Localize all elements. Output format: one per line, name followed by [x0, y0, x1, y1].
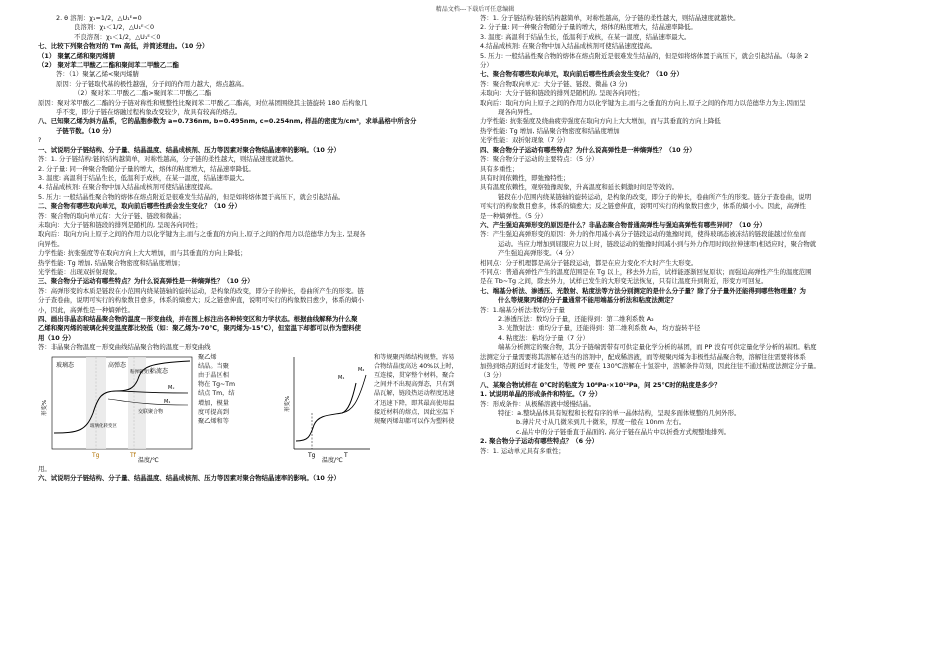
figure-row [38, 353, 468, 465]
text-line: 用。 [38, 464, 51, 473]
answer-line: 答：1. 分子链结构:链的结构越简单，对称性越高，分子链的柔性越大，则结晶速度就越快。 [480, 14, 740, 22]
page-header: 精品文档---下载后可任意编辑 [435, 6, 515, 13]
question-mark: ? [38, 136, 42, 145]
answer-line: 原因：分子链取代基的极性越强，分子间的作用力越大，熔点越高。 [56, 79, 248, 88]
figure-mark-label: M₁ [164, 398, 171, 405]
text-line: 度可提高到 [198, 408, 229, 416]
text-line: 和等规聚丙烯结构规整，容易 [374, 353, 455, 361]
question-heading: 用（10 分） [38, 333, 75, 342]
question-heading: 六、产生强迫高弹形变的原因是什么？非晶态聚合物普通高弹性与强迫高弹性有哪些异同？（10 分） [480, 220, 766, 229]
answer-line: 现各向异性。 [498, 108, 537, 117]
answer-line: 答：1. 分子链结构:链的结构越简单，对称性越高，分子链的柔性越大，则结晶速度就越快。 [38, 155, 298, 164]
question-heading: 七、端基分析法、渗透压、光散射、粘度法等方法分别测定的是什么分子量？除了分子量外还能得到哪些物理量？为 [480, 286, 806, 295]
figure-annotation: 交联聚合物 [138, 408, 164, 415]
answer-line: 具有多重性； [480, 164, 519, 173]
question-item: （1） 聚氯乙烯和聚丙烯腈 [38, 51, 115, 60]
figure-zone-label: 玻璃化转变区 [90, 423, 117, 429]
right-column [480, 14, 910, 456]
question-heading: 什么等规聚丙烯的分子量通常不能用端基分析法和粘度法测定？ [498, 296, 677, 305]
figure-ylabel: 形变% [42, 399, 48, 416]
question-heading: 七、聚合物有哪些取向单元，取向前后哪些性质会发生变化？（10 分） [480, 70, 683, 79]
answer-line: 2. 分子量: 同一种聚合物随分子量的增大，熔体的粘度增大，结晶速率降低。 [38, 164, 255, 173]
figure-mark-label: M₂ [358, 366, 365, 373]
figure-mark-label: Mₓ [168, 384, 175, 391]
answer-line: 答：形成条件：从极稀溶液中缓慢结晶。 [480, 399, 596, 408]
text-line: 结点 Tm，结 [198, 390, 235, 398]
text-line: 晶瓦解，链段热运动程度迅速 [374, 390, 455, 398]
figure-side-text [198, 353, 278, 427]
question-heading: 一、试说明分子链结构、分子量、结晶温度、结晶成核剂、压力等因素对聚合物结晶速率的影响。（10 分） [38, 145, 340, 154]
answer-line: 4. 结晶成核剂: 在聚合物中加入结晶成核剂可使结晶速度提高。 [38, 183, 217, 192]
answer-line: 相同点：分子机理都是高分子链段运动，都是在应力变化不大时产生大形变。 [480, 258, 698, 267]
text-line: 结晶。当聚 [198, 362, 229, 370]
answer-line: 乎不变，即分子链在熔融过程构象改变较少，故具有较高的熔点。 [56, 108, 242, 117]
answer-line: 2.渗透压法：数均分子量，还能得到：第二维利系数 A₂ [498, 315, 654, 323]
answer-line: 光学性能：出现双折射现象。 [38, 267, 122, 276]
answer-line: 力学性能: 抗张强度等在取向方向上大大增加，而与其垂直的方向上降低； [38, 249, 247, 258]
text-line: 物在 Tg~Tm [198, 381, 236, 389]
question-heading: 八、某聚合物试样在 0℃时的粘度为 10⁸Pa·×10¹²Pa，问 25℃时的粘度是多少？ [480, 380, 721, 389]
answer-line: 答：非晶聚合物温度－形变曲线结晶聚合物的温度－形变曲线 [38, 343, 211, 352]
figure-zone-label: 粘弹转变区 [130, 369, 153, 375]
answer-line: 特征：a.整块晶体具有短程和长程有序的单一晶体结构，呈现多面体规整的几何外形。 [498, 409, 741, 418]
answer-line: 3. 温度: 高温利于结晶生长，低温利于成核，在某一温度，结晶速率最大。 [38, 173, 249, 182]
answer-line: 加热到熔点附近时才能发生，等规 PP 要在 130℃溶解在十氢萘中，溶解条件苛刻，因此往往不通过粘度法测定分子量。 [480, 362, 820, 371]
answer-line: 答：1. 运动单元具有多重性； [480, 446, 565, 455]
answer-line: 3. 光散射法：重均分子量，还能得到：第二维利系数 A₂，均方旋转半径 [498, 324, 701, 333]
question-heading: 子链节数。（10 分） [56, 126, 116, 135]
left-column [38, 14, 468, 483]
answer-line: 未取向：大分子链和链段的排列是随机的, 呈现各向同性； [38, 220, 202, 229]
answer-line: 热学性能: Tg 增加, 结晶聚合物密度和结晶度增加 [480, 126, 620, 135]
answer-line: 不同点：普通高弹性产生的温度范围是在 Tg 以上，移去外力后，试样能逐渐回复原状；而强迫高弹性产生的温度范围 [480, 267, 812, 276]
answer-line: 答：1.端基分析法:数均分子量 [480, 305, 565, 314]
answer-line: （2）聚对苯二甲酸乙二酯>聚间苯二甲酸乙二酯 [74, 89, 212, 98]
answer-line: 法测定分子量需要将其溶解在适当的溶剂中，配成稀溶液，而等规聚丙烯为非极性结晶聚合物，溶解往往需要将体系 [480, 352, 806, 361]
figure-tick-label: Tg [92, 451, 100, 459]
figure-region-label: 高弹态 [108, 361, 127, 369]
answer-line: 是在 Tb~Tg 之间，除去外力，试样已发生的大形变无法恢复，只有让温度升到附近，形变方可回复。 [480, 277, 768, 286]
answer-line: 光学性能：双折射现象（7 分） [480, 136, 570, 145]
answer-line: 4.结晶成核剂: 在聚合物中加入结晶成核剂可使结晶速度提高。 [480, 42, 657, 51]
answer-line: 取向后：取向方向上原子之间的作用力以化学键为主,而与之垂直的方向上,原子之间的作用力以范德华力为主,因而呈 [480, 98, 806, 107]
answer-line: 3. 温度: 高温利于结晶生长，低温利于成核，在某一温度，结晶速率最大。 [480, 32, 691, 41]
sub-question: 1. 试说明单晶的形成条件和特征。（7 分） [480, 390, 602, 399]
figure-side-text [374, 353, 468, 427]
figure-ylabel: 形变% [285, 395, 291, 412]
answer-line: 答：聚合物的取向单元有：大分子链、链段和微晶； [38, 211, 185, 220]
question-heading: 二、聚合物有哪些取向单元，取向前后哪些性质会发生变化？（10 分） [38, 202, 241, 211]
answer-line: 是一种熵弹性。（5 分） [480, 211, 547, 220]
question-heading: 四、画出非晶态和结晶聚合物的温度－形变曲线，并在图上标注出各种转变区和力学状态。根据曲线解释为什么聚 [38, 315, 358, 323]
answer-line: 链段在小范围内绕某链轴的旋转运动，是构象的改变，即分子的伸长，卷曲所产生的形变。链分子查卷曲，说明 [498, 192, 812, 201]
text-line: 互连接，贯穿整个材料，聚合 [374, 372, 455, 380]
text-line: 良溶剂：χ₁＜1/2，△U₁ᴱ＜0 [74, 23, 155, 32]
text-line: 不良溶剂：χ₁＜1/2，△U₁ᴱ＜0 [74, 32, 161, 41]
answer-line: 热学性能: Tg 增加, 结晶聚合物密度和结晶度增加； [38, 258, 185, 267]
answer-line: 答：（1）聚氯乙烯<聚丙烯腈 [56, 70, 139, 79]
answer-line: c.晶片中的分子链垂直于晶面的, 高分子链在晶片中以折叠方式规整地排列。 [516, 427, 731, 436]
text-line: 才迅速下降，即其最高使用温 [374, 399, 455, 407]
text-line: 聚乙烯 [198, 353, 217, 361]
answer-line: 未取向：大分子链和链段的排列是随机的, 呈现各向同性； [480, 89, 644, 98]
figure-xlabel: 温度/℃ [322, 456, 343, 463]
answer-line: 4. 粘度法：粘均分子量（7 分） [498, 333, 589, 342]
question-heading: 七、比较下列聚合物对的 Tm 高低，并简述理由。（10 分） [38, 42, 209, 51]
answer-line: 可实行的构象数目愈多，体系的熵愈大；反之链愈伸直，说明可实行的构象数目愈少，体系的熵小小。因此，高弹性 [480, 202, 806, 211]
answer-line: 向异性。 [38, 239, 64, 248]
figure-tick-label: Tf [130, 451, 136, 459]
question-heading: 乙烯和聚丙烯的玻璃化转变温度都比较低（如：聚乙烯为-70℃，聚丙烯为-15℃），但室温下却都可以作为塑料使 [38, 324, 361, 333]
answer-line: 运动。当应力增加到屈服应力以上时，链段运动的弛豫时间减小到与外力作用时间(拉伸速率)相适应时，聚合物就 [498, 239, 817, 248]
answer-line: （3 分） [480, 371, 506, 380]
answer-line: 2. 分子量: 同一种聚合物随分子量的增大，熔体的粘度增大，结晶速率降低。 [480, 23, 697, 32]
answer-line: 取向后：取向方向上原子之间的作用力以化学键为主,而与之垂直的方向上,原子之间的作用力以范德华力为主, 呈现各 [38, 230, 366, 239]
text-line: 之间并不出现高弹态，只有到 [374, 381, 455, 389]
text-line: 由于晶区相 [198, 372, 229, 380]
answer-line: 5. 压力: 一般结晶性聚合物的熔体在熔点附近是很难发生结晶的，但是如将熔体置于高压下，就会引起结晶。（每条 2 [480, 51, 809, 60]
answer-line: 原因：聚对苯甲酸乙二酯的分子链对称性和规整性比聚间苯二甲酸乙二酯高，对位基团围绕其主链旋转 180 后构象几 [38, 98, 368, 107]
answer-line: 力学性能: 抗张强度及绕曲疲劳强度在取向方向上大大增加，而与其垂直的方向上降低 [480, 117, 721, 126]
amorphous-temperature-deformation-figure [38, 353, 196, 463]
crystalline-temperature-deformation-figure [282, 353, 372, 463]
sub-question: 2. 聚合物分子运动有哪些特点？（6 分） [480, 437, 599, 446]
figure-mark-label: M₁ [338, 374, 345, 381]
question-heading: 三、聚合物分子运动有哪些特点？为什么说高弹性是一种熵弹性？（10 分） [38, 277, 254, 286]
text-line: 接近材料的熔点，因此室温下 [374, 408, 455, 416]
text-line: 2. θ 溶剂：χ₁=1/2，△U₁ᴱ=0 [56, 14, 142, 22]
figure-xlabel: 温度/℃ [138, 456, 159, 463]
answer-line: 答：聚合物分子运动的主要特点：（5 分） [480, 155, 598, 164]
answer-line: 答：高弹形变的本质是链段在小范围内绕某链轴的旋转运动，是构象的改变，即分子的伸长，卷曲所产生的形变。链 [38, 286, 364, 295]
figure-tick-label: Tg [308, 451, 316, 459]
question-item: （2） 聚对苯二甲酸乙二酯和聚间苯二甲酸乙二酯 [38, 61, 179, 70]
figure-region-label: 粘流态 [150, 367, 169, 375]
question-heading: 六、试说明分子链结构、分子量、结晶温度、结晶成核剂、压力等因素对聚合物结晶速率的影响。（10 分） [38, 474, 340, 483]
answer-line: 端基分析测定的聚合物，其分子链端需带有可供定量化学分析的基团，而 PP 没有可供定量化学分析的基团。粘度 [498, 343, 817, 352]
answer-line: b.薄片尺寸从几微米到几十微米，厚度一般在 10nm 左右。 [516, 418, 686, 427]
answer-line: 具有温度依赖性，观察弛豫现象，升高温度和延长刺激时间是等效的。 [480, 183, 679, 192]
answer-line: 产生强迫高弹形变。（4 分） [498, 249, 578, 258]
answer-line: 小，因此，高弹性是一种熵弹性。 [38, 305, 134, 314]
answer-line: 具有时间依赖性，即弛豫特性； [480, 173, 570, 182]
question-heading: 八、已知聚乙烯为斜方晶系，它的晶胞参数为 a=0.736nm, b=0.495nm, c=0.254nm, 样品的密度为/cm³，求单晶格中所含分 [38, 117, 417, 126]
answer-line: 分） [480, 61, 493, 70]
answer-line: 答：产生强迫高弹形变的原因：外力的作用减小高分子链段运动的弛豫时间，使得玻璃态被冻结的链段能越过位垒而 [480, 230, 806, 239]
answer-line: 分子查卷曲，说明可实行的构象数目愈多，体系的熵愈大；反之链愈伸直，说明可实行的构象数目愈少，体系的熵小 [38, 296, 364, 305]
text-line: 增加，模量 [198, 399, 229, 407]
figure-region-label: 玻璃态 [56, 361, 75, 369]
question-heading: 四、聚合物分子运动有哪些特点？为什么说高弹性是一种熵弹性？（10 分） [480, 145, 696, 154]
text-line: 聚乙烯和等 [198, 418, 229, 426]
figure-tick-label: T [344, 451, 348, 459]
text-line: 合物结晶度高达 40%以上时， [374, 362, 458, 370]
text-line: 规聚丙烯却都可以作为塑料使 [374, 418, 455, 426]
answer-line: 答：聚合物取向单元：大分子链、链段、微晶 (3 分) [480, 79, 628, 88]
answer-line: 5. 压力: 一般结晶性聚合物的熔体在熔点附近是很难发生结晶的，但是如将熔体置于高压下，就会引起结晶。 [38, 192, 345, 201]
